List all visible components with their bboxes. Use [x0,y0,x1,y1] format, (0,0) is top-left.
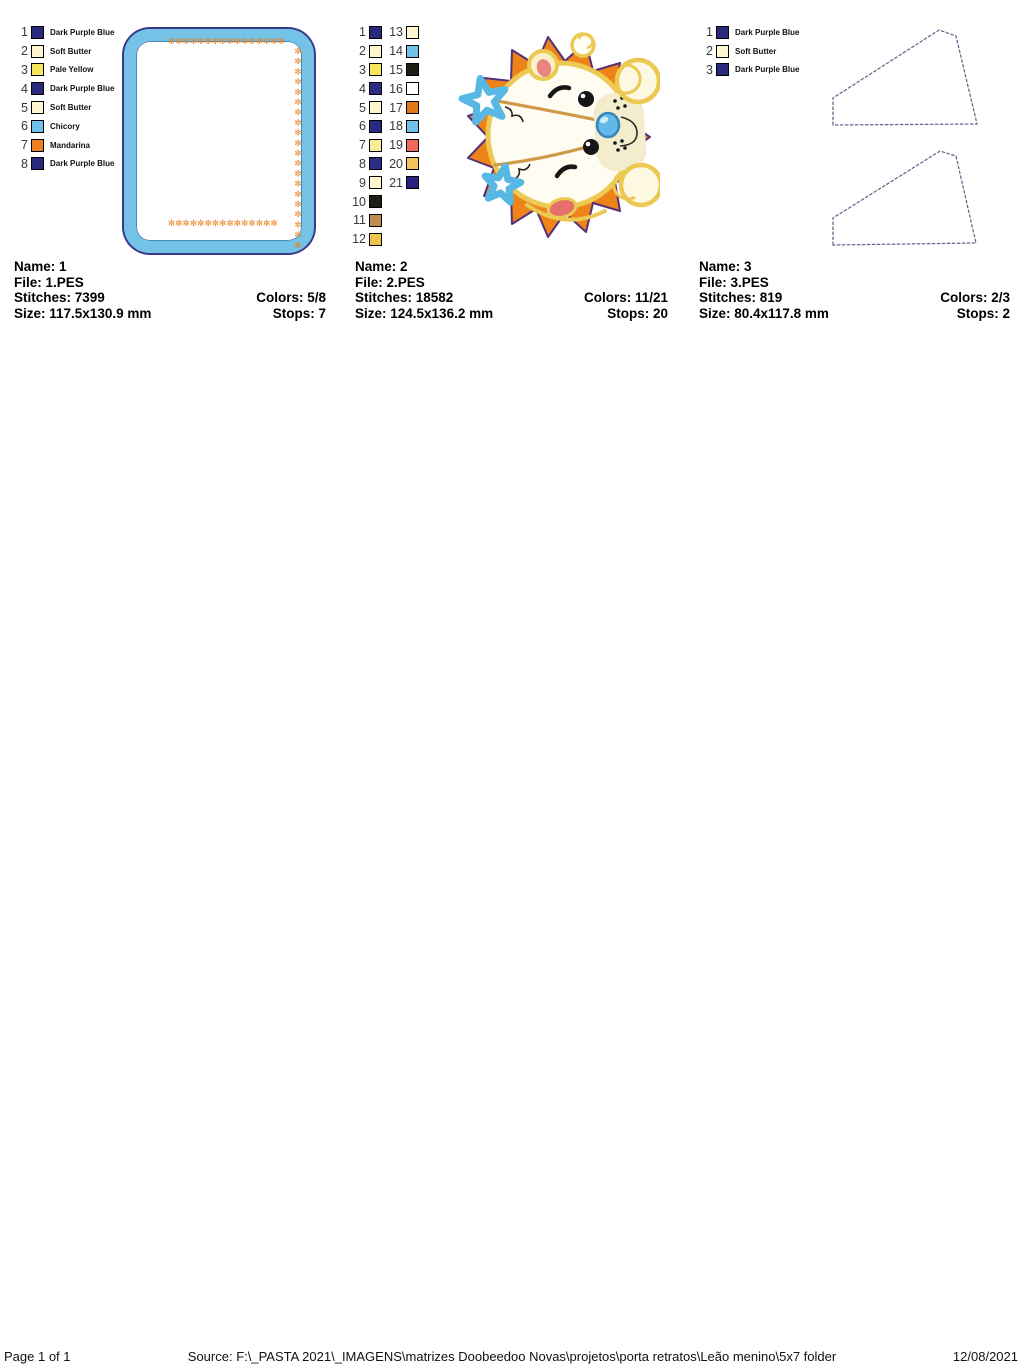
color-swatch [369,26,382,39]
color-swatch [31,45,44,58]
color-row [352,230,419,249]
color-number: 3 [359,62,366,77]
color-label: Dark Purple Blue [50,84,115,94]
color-number: 11 [353,213,366,228]
color-label: Soft Butter [50,46,92,56]
color-row [14,42,114,61]
color-row [14,61,114,80]
star-border-right: ✼✼✼✼✼✼✼✼✼✼✼✼✼✼✼✼✼✼✼✼ [293,47,303,251]
design-2-info [355,259,668,322]
color-number: 3 [706,62,713,77]
color-number: 1 [21,25,28,40]
design-file: File: 1.PES [14,274,84,290]
color-row [352,136,419,155]
lion-eye-top [578,91,594,107]
design-3-info [699,259,1010,322]
color-swatch [31,157,44,170]
color-number: 15 [389,62,403,77]
color-row [352,79,419,98]
color-swatch [369,120,382,133]
color-swatch [31,101,44,114]
color-number: 3 [21,62,28,77]
color-swatch [369,214,382,227]
color-label: Mandarina [50,140,91,150]
color-swatch [406,120,419,133]
source-path: Source: F:\_PASTA 2021\_IMAGENS\matrizes Doobeedoo Novas\projetos\porta retratos\Leão menino\5x7 folder [187,1349,837,1364]
color-number: 4 [21,81,28,96]
color-number: 7 [359,138,366,153]
color-swatch [369,82,382,95]
color-row [352,42,419,61]
design-size: Size: 117.5x130.9 mm [14,306,152,322]
page-number: Page 1 of 1 [4,1349,71,1364]
star-border-top: ✼✼✼✼✼✼✼✼✼✼✼✼✼✼✼✼ [168,37,286,47]
design-name: Name: 3 [699,259,752,274]
color-label: Soft Butter [50,103,92,113]
color-list-2 [352,23,419,249]
color-row [352,23,419,42]
color-swatch [31,120,44,133]
color-number: 1 [359,25,366,40]
color-swatch [31,63,44,76]
color-swatch [716,45,729,58]
color-swatch [369,139,382,152]
design-file: File: 3.PES [699,274,769,290]
color-swatch [716,63,729,76]
design-stitches: Stitches: 18582 [355,290,454,306]
design-file: File: 2.PES [355,274,425,290]
design-size: Size: 80.4x117.8 mm [699,306,829,322]
design-stops: Stops: 20 [607,306,668,322]
color-row [14,117,114,136]
lion-eye-top-glint [581,94,586,99]
color-row [352,173,419,192]
color-number: 16 [389,81,403,96]
color-number: 6 [21,119,28,134]
color-number: 1 [706,25,713,40]
color-label: Dark Purple Blue [50,27,115,37]
color-swatch [716,26,729,39]
design-colors: Colors: 11/21 [583,290,668,306]
color-swatch [31,139,44,152]
color-swatch [369,233,382,246]
design-stitches: Stitches: 7399 [14,290,105,306]
lion-eye-bottom-glint [586,142,591,147]
color-swatch [406,26,419,39]
color-number: 17 [389,100,403,115]
color-label: Dark Purple Blue [735,65,800,75]
color-label: Pale Yellow [50,65,94,75]
color-number: 18 [389,119,403,134]
color-swatch [369,45,382,58]
color-number: 19 [389,138,403,153]
color-swatch [406,63,419,76]
color-number: 8 [21,156,28,171]
color-swatch [406,157,419,170]
design-colors: Colors: 5/8 [256,290,326,306]
design-size: Size: 124.5x136.2 mm [355,306,494,322]
color-swatch [31,26,44,39]
color-row [14,79,114,98]
color-number: 2 [359,44,366,59]
design-stitches: Stitches: 819 [699,290,783,306]
lion-eye-bottom [583,139,599,155]
color-list-3 [699,23,799,79]
color-row [699,42,799,61]
color-row [352,98,419,117]
color-row [14,23,114,42]
star-border-bottom: ✼✼✼✼✼✼✼✼✼✼✼✼✼✼✼ [168,219,278,229]
color-number: 7 [21,138,28,153]
color-swatch [406,101,419,114]
color-list-1 [14,23,114,173]
design-stops: Stops: 7 [272,306,326,322]
pocket-shape-top [833,30,977,125]
color-number: 8 [359,156,366,171]
design-1-info [14,259,326,322]
design-name: Name: 2 [355,259,408,274]
color-row [352,117,419,136]
lion-paw-top [617,60,659,102]
design-name: Name: 1 [14,259,67,274]
color-swatch [369,101,382,114]
color-row [699,61,799,80]
color-number: 14 [389,44,403,59]
color-number: 5 [21,100,28,115]
color-swatch [369,176,382,189]
color-number: 9 [359,175,366,190]
color-swatch [406,45,419,58]
color-number: 5 [359,100,366,115]
color-row [14,98,114,117]
color-label: Soft Butter [735,46,777,56]
pocket-shapes-artwork [820,25,990,250]
date: 12/08/2021 [952,1349,1018,1364]
color-swatch [406,139,419,152]
color-number: 2 [21,44,28,59]
design-colors: Colors: 2/3 [940,290,1010,306]
color-swatch [369,157,382,170]
lion-artwork [455,15,660,252]
color-swatch [31,82,44,95]
color-number: 13 [389,25,403,40]
design-stops: Stops: 2 [956,306,1010,322]
color-swatch [406,176,419,189]
color-number: 10 [352,194,366,209]
color-number: 4 [359,81,366,96]
color-number: 12 [352,232,366,247]
color-row [352,61,419,80]
color-number: 21 [389,175,403,190]
color-row [699,23,799,42]
color-row [14,136,114,155]
color-number: 2 [706,44,713,59]
color-row [352,211,419,230]
color-swatch [406,82,419,95]
lion-nose [597,113,619,137]
color-label: Dark Purple Blue [50,159,115,169]
color-label: Dark Purple Blue [735,27,800,37]
color-swatch [369,63,382,76]
color-number: 20 [389,156,403,171]
color-number: 6 [359,119,366,134]
color-row [14,155,114,174]
color-swatch [369,195,382,208]
color-row [352,192,419,211]
color-row [352,155,419,174]
pocket-shape-bottom [833,151,976,245]
color-label: Chicory [50,121,80,131]
